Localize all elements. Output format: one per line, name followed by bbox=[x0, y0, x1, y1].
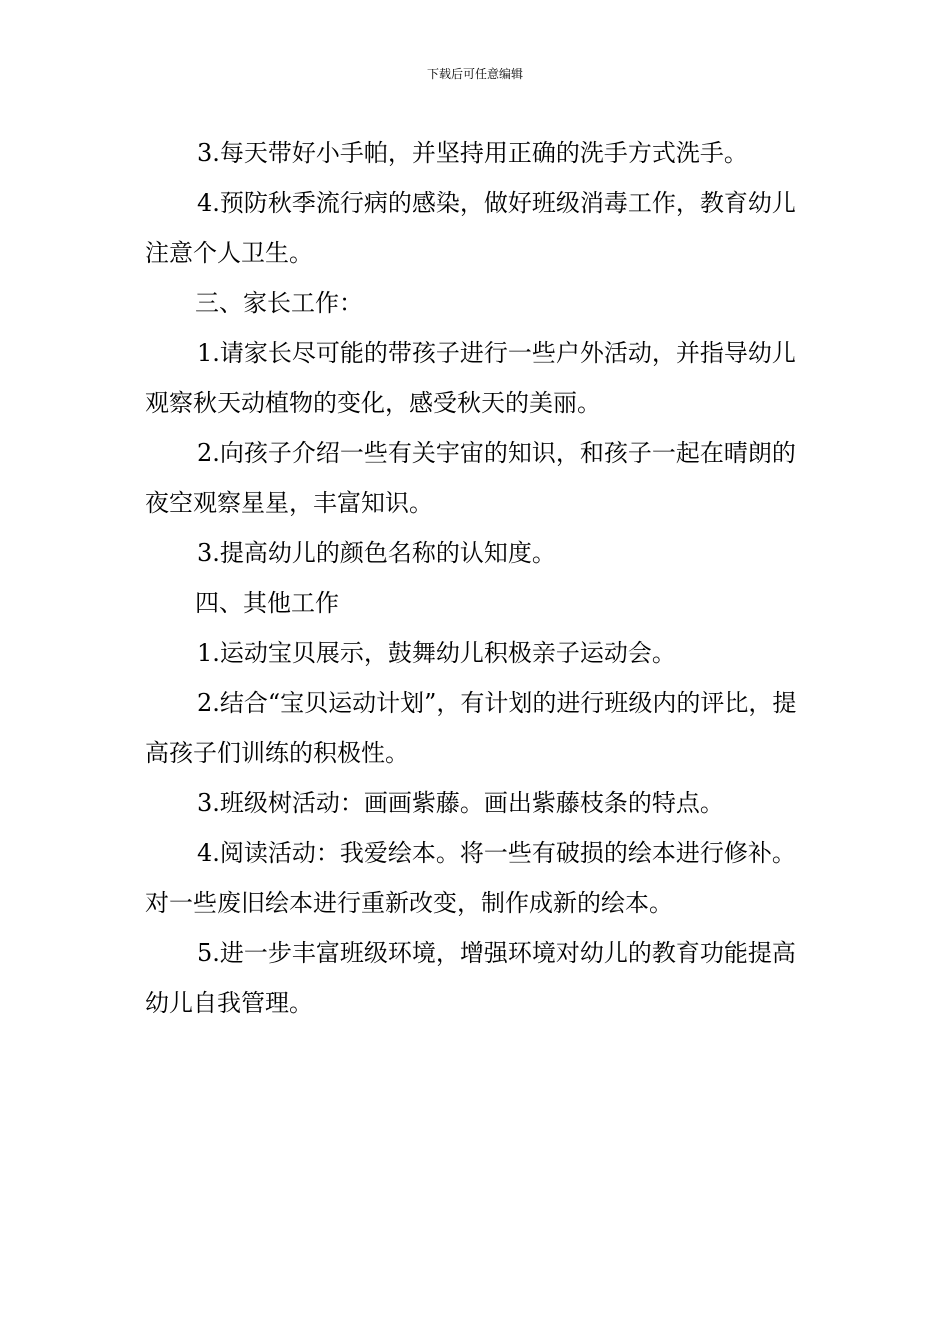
section-heading-other-work: 四、其他工作 bbox=[195, 589, 339, 617]
paragraph-color-names: 3.提高幼儿的颜色名称的认知度。 bbox=[197, 539, 556, 567]
section-heading-parent-work: 三、家长工作： bbox=[195, 289, 363, 317]
paragraph-sports-showcase: 1.运动宝贝展示，鼓舞幼儿积极亲子运动会。 bbox=[197, 639, 676, 667]
paragraph-class-environment: 5.进一步丰富班级环境，增强环境对幼儿的教育功能提高幼儿自我管理。 bbox=[145, 939, 796, 1017]
paragraph-sports-plan: 2.结合“宝贝运动计划”，有计划的进行班级内的评比，提高孩子们训练的积极性。 bbox=[145, 689, 797, 767]
paragraph-hygiene-handkerchief: 3.每天带好小手帕，并坚持用正确的洗手方式洗手。 bbox=[197, 139, 748, 167]
paragraph-universe-knowledge: 2.向孩子介绍一些有关宇宙的知识，和孩子一起在晴朗的夜空观察星星，丰富知识。 bbox=[145, 439, 796, 517]
paragraph-reading-activity: 4.阅读活动：我爱绘本。将一些有破损的绘本进行修补。对一些废旧绘本进行重新改变，制作成新的绘本。 bbox=[145, 839, 796, 917]
paragraph-disease-prevention: 4.预防秋季流行病的感染，做好班级消毒工作，教育幼儿注意个人卫生。 bbox=[145, 189, 796, 267]
page-header-note: 下载后可任意编辑 bbox=[426, 67, 523, 81]
document-body bbox=[145, 128, 810, 1028]
paragraph-class-tree: 3.班级树活动：画画紫藤。画出紫藤枝条的特点。 bbox=[197, 789, 724, 817]
paragraph-outdoor-activities: 1.请家长尽可能的带孩子进行一些户外活动，并指导幼儿观察秋天动植物的变化，感受秋天的美丽。 bbox=[145, 339, 796, 417]
